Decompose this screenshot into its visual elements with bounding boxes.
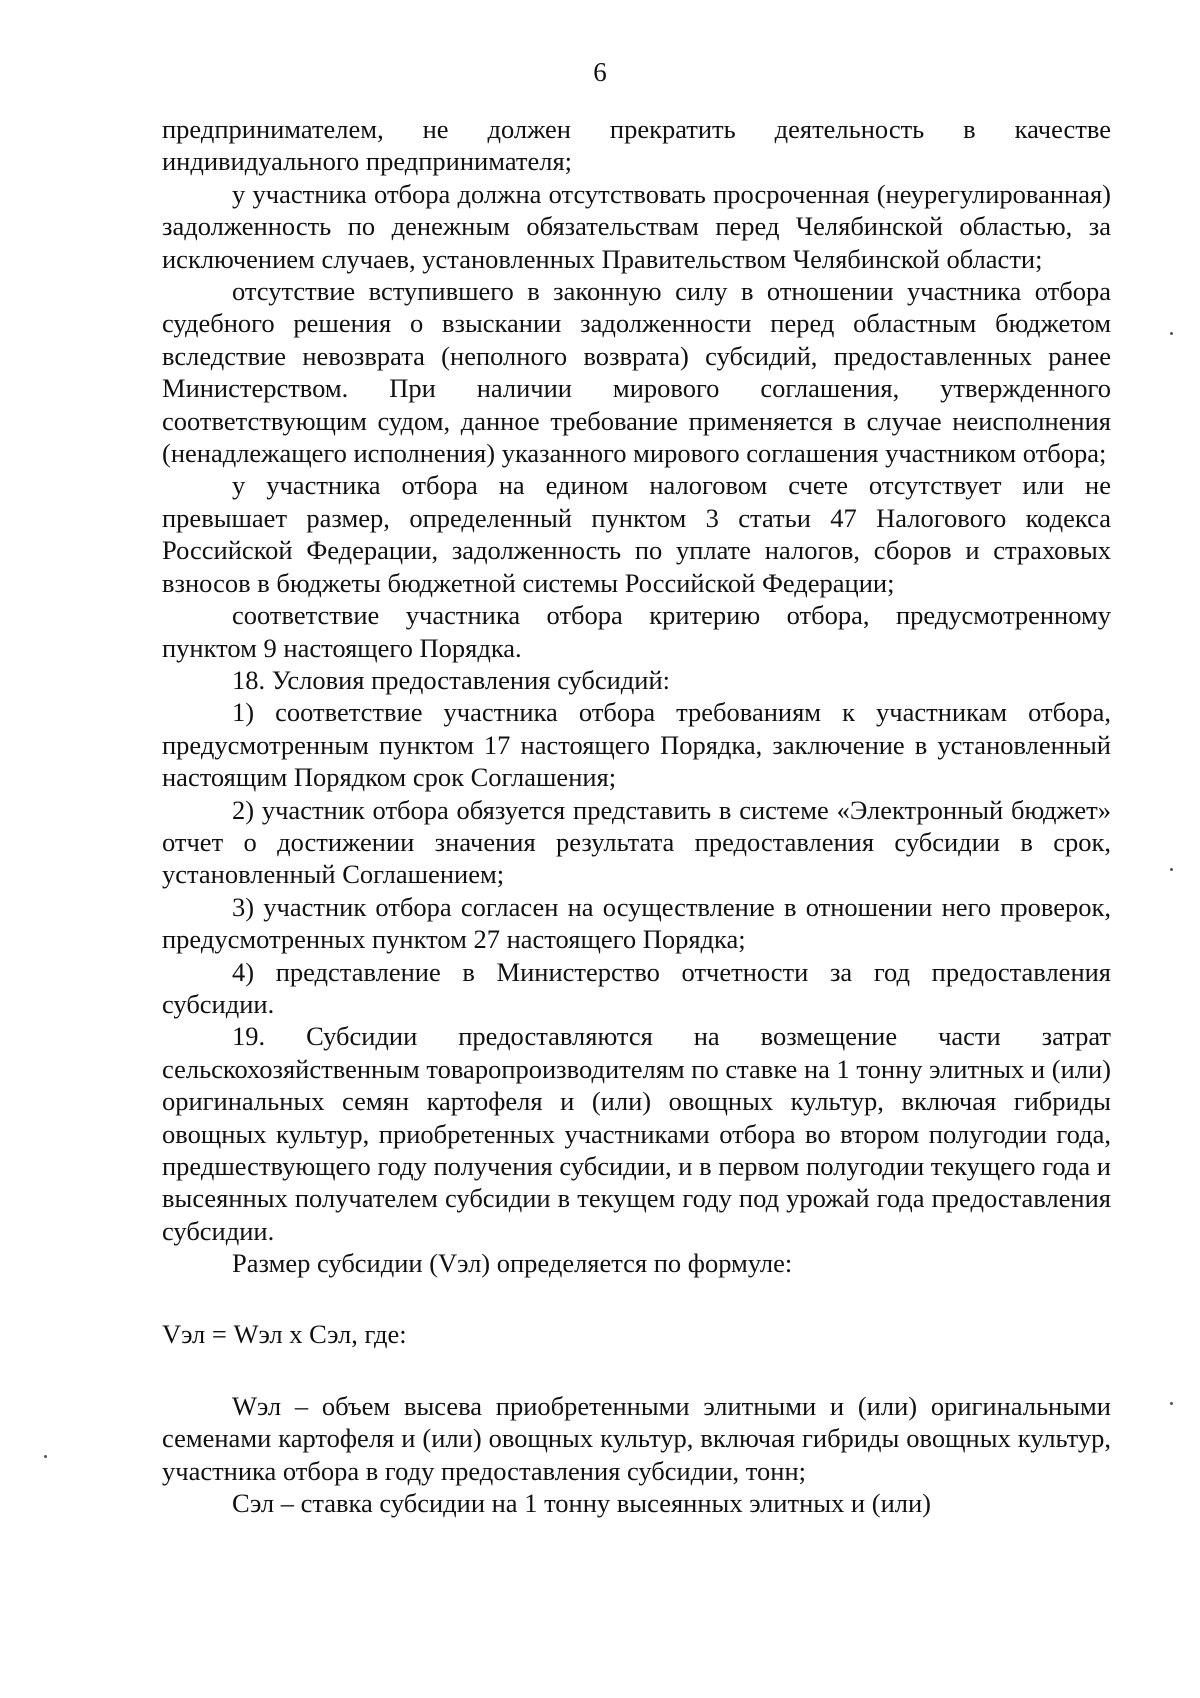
condition-4: 4) представление в Министерство отчетности за год предоставления субсидии. bbox=[162, 956, 1111, 1019]
paragraph-no-overdue-debt: у участника отбора должна отсутствовать просроченная (неурегулированная) задолженность по денежным обязательствам перед Челябинской областью, за исключением случаев, установленных Правительством Челябинской области; bbox=[162, 178, 1111, 274]
definition-c: Сэл – ставка субсидии на 1 тонну высеянных элитных и (или) bbox=[232, 1488, 931, 1519]
scan-speck bbox=[44, 1455, 47, 1458]
condition-1: 1) соответствие участника отбора требованиям к участникам отбора, предусмотренным пунктом 17 настоящего Порядка, заключение в установленный настоящим Порядком срок Соглашения; bbox=[162, 697, 1111, 793]
formula-intro: Размер субсидии (Vэл) определяется по формуле: bbox=[232, 1248, 793, 1279]
paragraph-continuation: предпринимателем, не должен прекратить деятельность в качестве индивидуального предпринимателя; bbox=[162, 114, 1111, 177]
document-body bbox=[162, 113, 1111, 1520]
definition-w: Wэл – объем высева приобретенными элитными и (или) оригинальными семенами картофеля и (или) овощных культур, включая гибриды овощных культур, участника отбора в году предоставления субсидии, тонн; bbox=[162, 1391, 1111, 1486]
scan-speck bbox=[1170, 1402, 1173, 1405]
formula: Vэл = Wэл х Сэл, где: bbox=[162, 1318, 407, 1349]
condition-2: 2) участник отбора обязуется представить в системе «Электронный бюджет» отчет о достижении значения результата предоставления субсидии в срок, установленный Соглашением; bbox=[162, 794, 1111, 890]
condition-3: 3) участник отбора согласен на осуществление в отношении него проверок, предусмотренных пунктом 27 настоящего Порядка; bbox=[162, 891, 1111, 955]
paragraph-no-court-decision: отсутствие вступившего в законную силу в отношении участника отбора судебного решения о взыскании задолженности перед областным бюджетом вследствие невозврата (неполного возврата) субсидий, предоставленных ранее Министерством. При наличии мирового соглашения, утвержденного соответствующим судом, данное требование применяется в случае неисполнения (ненадлежащего исполнения) указанного мирового соглашения участником отбора; bbox=[162, 276, 1111, 469]
paragraph-criterion: соответствие участника отбора критерию отбора, предусмотренному пунктом 9 настоящего Порядка. bbox=[162, 600, 1111, 663]
scan-speck bbox=[1170, 332, 1173, 335]
section-19-paragraph: 19. Субсидии предоставляются на возмещение части затрат сельскохозяйственным товаропроизводителям по ставке на 1 тонну элитных и (или) оригинальных семян картофеля и (или) овощных культур, включая гибриды овощных культур, приобретенных участниками отбора во втором полугодии года, предшествующего году получения субсидии, и в первом полугодии текущего года и высеянных получателем субсидии в текущем году под урожай года предоставления субсидии. bbox=[162, 1021, 1111, 1246]
scan-speck bbox=[1170, 868, 1173, 871]
paragraph-tax-account: у участника отбора на едином налоговом счете отсутствует или не превышает размер, определенный пунктом 3 статьи 47 Налогового кодекса Российской Федерации, задолженность по уплате налогов, сборов и страховых взносов в бюджеты бюджетной системы Российской Федерации; bbox=[162, 470, 1111, 598]
section-18-heading: 18. Условия предоставления субсидий: bbox=[232, 664, 671, 695]
page-number: 6 bbox=[593, 57, 607, 87]
